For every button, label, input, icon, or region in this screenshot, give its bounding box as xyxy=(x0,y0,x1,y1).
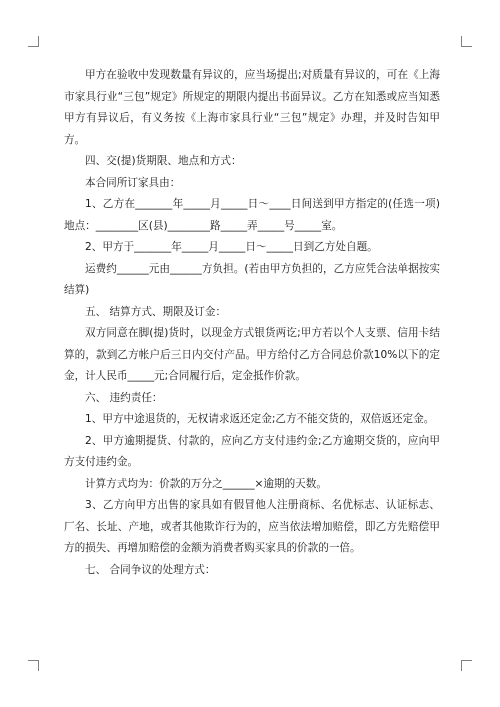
page-corner-mark-bottom-right xyxy=(461,660,472,671)
paragraph-delivery-option-2: 2、甲方于_______年_____月_____日～_____日到乙方处自题。 xyxy=(85,241,378,253)
paragraph-liability-3: 3、乙方向甲方出售的家具如有假冒他人注册商标、名优标志、认证标志、厂名、长址、产地，或者其他欺诈行为的，应当依法增加赔偿，即乙方先赔偿甲方的损失、再增加赔偿的金额为消费者购买家具的价款的一倍。 xyxy=(64,499,440,554)
paragraph-settlement: 双方同意在脚(提)货时，以现金方式银货两讫;甲方若以个人支票、信用卡结算的，款到乙方帐户后三日内交付产品。甲方给付乙方合同总价款10%以下的定金，计人民币_____元;合同履行后，定金抵作价款。 xyxy=(64,327,440,382)
page-corner-mark-top-left xyxy=(28,36,39,47)
section-heading-liability: 六、 违约责任： xyxy=(85,391,163,404)
paragraph-liability-2: 2、甲方逾期提货、付款的，应向乙方支付违约金;乙方逾期交货的，应向甲方支付违约金。 xyxy=(64,434,440,468)
section-heading-dispute: 七、 合同争议的处理方式： xyxy=(85,563,216,576)
paragraph-liability-1: 1、甲方中途退货的，无权请求返还定金;乙方不能交货的，双倍返还定金。 xyxy=(85,413,435,425)
paragraph-delivery-option-1: 1、乙方在_______年_____月_____日～____日间送到甲方指定的(任选一项) 地点：________区(县)________路_____弄_____号_____室。 xyxy=(64,198,444,232)
paragraph-acceptance-objection: 甲方在验收中发现数量有异议的，应当场提出;对质量有异议的，可在《上海市家具行业“三包”规定》所规定的期限内提出书面异议。乙方在知悉或应当知悉甲方有异议后，有义务按《上海市家具行业“三包”规定》办理，并及时告知甲方。 xyxy=(64,69,440,146)
paragraph-furniture-by: 本合同所订家具由： xyxy=(85,176,181,189)
paragraph-calculation: 计算方式均为：价款的万分之______×逾期的天数。 xyxy=(85,477,327,490)
document-body xyxy=(64,65,444,581)
page-corner-mark-top-right xyxy=(461,36,472,47)
section-heading-settlement: 五、 结算方式、期限及订金： xyxy=(85,305,227,318)
section-heading-delivery: 四、交(提)货期限、地点和方式： xyxy=(85,155,242,167)
paragraph-freight: 运费约______元由______方负担。(若由甲方负担的，乙方应凭合法单据按实结算) xyxy=(64,262,440,296)
page-corner-mark-bottom-left xyxy=(28,660,39,671)
